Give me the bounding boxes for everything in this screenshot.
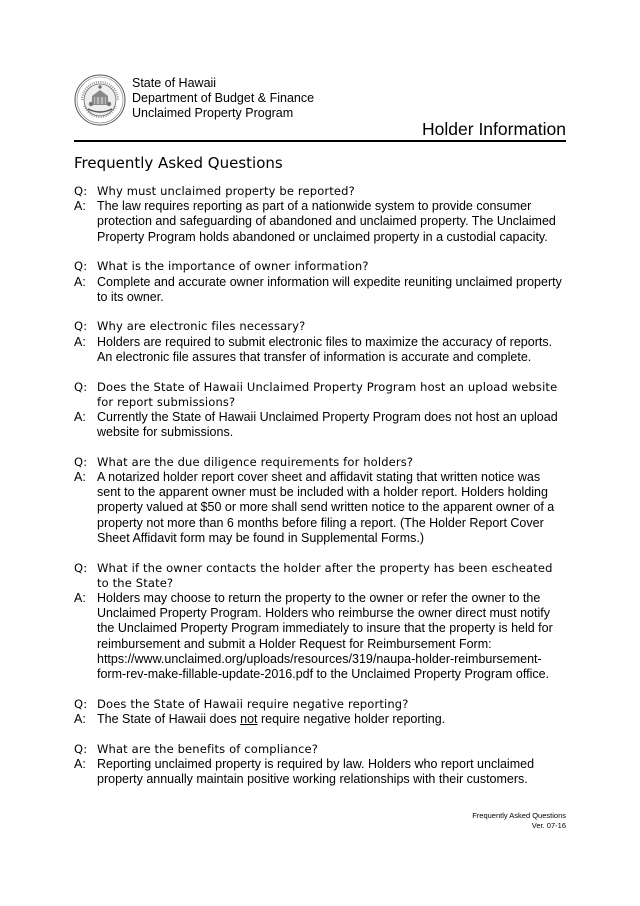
question-text: Does the State of Hawaii require negative reporting? bbox=[97, 696, 409, 711]
question-text: Does the State of Hawaii Unclaimed Property Program host an upload website bbox=[97, 379, 558, 394]
answer-emphasis: not bbox=[240, 711, 258, 726]
answer-text: Property Program holds abandoned or unclaimed property in a custodial capacity. bbox=[97, 229, 548, 244]
agency-line-department: Department of Budget & Finance bbox=[132, 91, 315, 105]
page-footer bbox=[472, 811, 566, 830]
answer-text: The State of Hawaii does bbox=[97, 711, 241, 726]
question bbox=[74, 319, 574, 334]
footer-version: Ver. 07-16 bbox=[531, 820, 566, 830]
answer-text: A notarized holder report cover sheet and affidavit stating that written notice was bbox=[97, 470, 541, 485]
answer bbox=[74, 772, 574, 787]
answer-tag: A: bbox=[74, 590, 86, 605]
answer-text: protection and safeguarding of abandoned and unclaimed property. The Unclaimed bbox=[97, 214, 556, 229]
answer bbox=[74, 470, 574, 485]
answer-text: the Unclaimed Property Program immediately to insure that the property is held for bbox=[97, 621, 553, 636]
question-tag: Q: bbox=[74, 454, 88, 469]
faq-item-due-diligence bbox=[74, 455, 574, 546]
answer bbox=[74, 637, 574, 652]
question-text: What are the due diligence requirements for holders? bbox=[97, 454, 414, 469]
answer bbox=[74, 712, 574, 727]
answer bbox=[74, 757, 574, 772]
answer bbox=[74, 531, 574, 546]
answer-text: Holders are required to submit electronic files to maximize the accuracy of reports. bbox=[97, 334, 553, 349]
answer-text: An electronic file assures that transfer of information is accurate and complete. bbox=[97, 349, 532, 364]
question-text: What are the benefits of compliance? bbox=[97, 741, 319, 756]
question bbox=[74, 742, 574, 757]
question-text: What is the importance of owner information? bbox=[97, 259, 369, 274]
answer bbox=[74, 214, 574, 229]
question bbox=[74, 697, 574, 712]
answer-text: require negative holder reporting. bbox=[257, 711, 446, 726]
answer-text: Reporting unclaimed property is required by law. Holders who report unclaimed bbox=[97, 756, 535, 771]
question-tag: Q: bbox=[74, 259, 88, 274]
answer bbox=[74, 410, 574, 425]
question bbox=[74, 259, 574, 274]
answer-text: Holders may choose to return the property to the owner or refer the owner to the bbox=[97, 590, 541, 605]
answer bbox=[74, 425, 574, 440]
answer bbox=[74, 350, 574, 365]
faq-item-electronic-files bbox=[74, 319, 574, 365]
answer bbox=[74, 591, 574, 606]
question bbox=[74, 455, 574, 470]
answer-text: to its owner. bbox=[97, 289, 164, 304]
answer bbox=[74, 500, 574, 515]
answer-tag: A: bbox=[74, 711, 86, 726]
question bbox=[74, 576, 574, 591]
reimbursement-form-url: https://www.unclaimed.org/uploads/resources/319/naupa-holder-reimbursement- bbox=[97, 651, 542, 666]
question-tag: Q: bbox=[74, 319, 88, 334]
question bbox=[74, 395, 574, 410]
answer-text: Unclaimed Property Program. Holders who reimburse the owner direct must notify bbox=[97, 606, 550, 621]
answer bbox=[74, 667, 574, 682]
question bbox=[74, 380, 574, 395]
document-title: Holder Information bbox=[422, 119, 566, 139]
faq-heading: Frequently Asked Questions bbox=[74, 154, 283, 172]
question-tag: Q: bbox=[74, 379, 88, 394]
answer-text: The law requires reporting as part of a nationwide system to provide consumer bbox=[97, 199, 532, 214]
question-tag: Q: bbox=[74, 741, 88, 756]
question-text: for report submissions? bbox=[97, 394, 236, 409]
answer-text: Sheet Affidavit form may be found in Supplemental Forms.) bbox=[97, 530, 425, 545]
answer-text: property valued at $50 or more shall send written notice to the apparent owner of a bbox=[97, 500, 555, 515]
answer bbox=[74, 606, 574, 621]
faq-item-upload-website bbox=[74, 380, 574, 441]
question-tag: Q: bbox=[74, 184, 88, 198]
faq-item-owner-info bbox=[74, 259, 574, 305]
answer-tag: A: bbox=[74, 409, 86, 424]
question-text: What if the owner contacts the holder after the property has been escheated bbox=[97, 560, 553, 575]
faq-item-negative-reporting bbox=[74, 697, 574, 727]
answer-text: sent to the apparent owner must be included with a holder report. Holders holding bbox=[97, 485, 548, 500]
answer-text: Complete and accurate owner information will expedite reuniting unclaimed property bbox=[97, 274, 562, 289]
answer bbox=[74, 485, 574, 500]
answer-text: property not more than 6 months before filing a report. (The Holder Report Cover bbox=[97, 515, 544, 530]
answer-text: property annually maintain positive working relationships with their customers. bbox=[97, 772, 528, 786]
agency-block bbox=[132, 76, 314, 121]
answer-text: website for submissions. bbox=[97, 425, 234, 440]
question-text: Why are electronic files necessary? bbox=[97, 319, 306, 334]
faq-item-compliance-benefits bbox=[74, 742, 574, 788]
answer bbox=[74, 275, 574, 290]
answer-tag: A: bbox=[74, 199, 86, 214]
answer bbox=[74, 230, 574, 245]
question-tag: Q: bbox=[74, 696, 88, 711]
answer bbox=[74, 199, 574, 214]
question-tag: Q: bbox=[74, 560, 88, 575]
footer-doc-name: Frequently Asked Questions bbox=[472, 811, 566, 820]
state-seal-logo bbox=[74, 74, 126, 126]
answer bbox=[74, 516, 574, 531]
faq-item-owner-contacts-holder bbox=[74, 561, 574, 683]
answer-tag: A: bbox=[74, 274, 86, 289]
answer-text: reimbursement and submit a Holder Request for Reimbursement Form: bbox=[97, 636, 492, 651]
question bbox=[74, 184, 574, 199]
answer bbox=[74, 621, 574, 636]
answer bbox=[74, 290, 574, 305]
question-text: to the State? bbox=[97, 575, 174, 590]
answer-tag: A: bbox=[74, 334, 86, 349]
answer-tag: A: bbox=[74, 756, 86, 771]
faq-list bbox=[74, 184, 574, 802]
question bbox=[74, 561, 574, 576]
answer-text: Currently the State of Hawaii Unclaimed Property Program does not host an upload bbox=[97, 409, 558, 424]
agency-line-state: State of Hawaii bbox=[132, 76, 217, 90]
answer bbox=[74, 652, 574, 667]
answer-tag: A: bbox=[74, 470, 86, 485]
answer-text: form-rev-make-fillable-update-2016.pdf to the Unclaimed Property Program office. bbox=[97, 666, 550, 681]
header-divider bbox=[74, 140, 566, 142]
faq-item-why-report bbox=[74, 184, 574, 245]
answer bbox=[74, 335, 574, 350]
question-text: Why must unclaimed property be reported? bbox=[97, 184, 355, 198]
agency-line-program: Unclaimed Property Program bbox=[132, 106, 294, 120]
